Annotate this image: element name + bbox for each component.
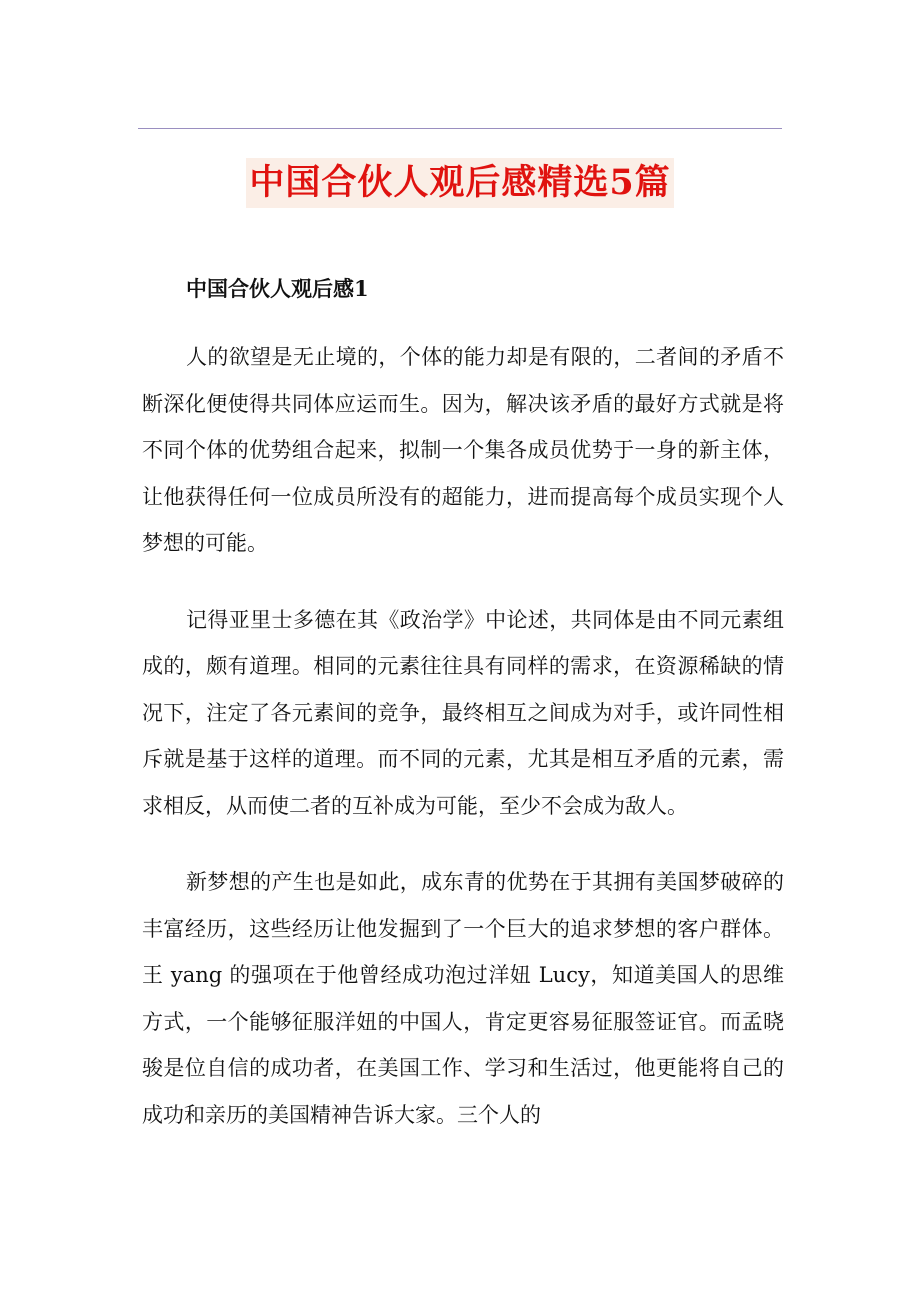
section-heading: 中国合伙人观后感1 [186, 276, 369, 301]
body-paragraph: 记得亚里士多德在其《政治学》中论述，共同体是由不同元素组成的，颇有道理。相同的元素往往具有同样的需求，在资源稀缺的情况下，注定了各元素间的竞争，最终相互之间成为对手，或许同性相斥就是基于这样的道理。而不同的元素，尤其是相互矛盾的元素，需求相反，从而使二者的互补成为可能，至少不会成为敌人。 [142, 607, 784, 818]
body-paragraph: 新梦想的产生也是如此，成东青的优势在于其拥有美国梦破碎的丰富经历，这些经历让他发掘到了一个巨大的追求梦想的客户群体。王 yang 的强项在于他曾经成功泡过洋妞 Lucy，知道美国人的思维方式，一个能够征服洋妞的中国人，肯定更容易征服签证官。而孟晓骏是位自信的成功者，在美国工作、学习和生活过，他更能将自己的成功和亲历的美国精神告诉大家。三个人的 [142, 870, 784, 1127]
body-paragraph: 人的欲望是无止境的，个体的能力却是有限的，二者间的矛盾不断深化便使得共同体应运而生。因为，解决该矛盾的最好方式就是将不同个体的优势组合起来，拟制一个集各成员优势于一身的新主体，让他获得任何一位成员所没有的超能力，进而提高每个成员实现个人梦想的可能。 [142, 345, 784, 555]
document-title [0, 158, 920, 208]
document-title-text: 中国合伙人观后感精选5篇 [246, 158, 673, 208]
header-divider [138, 128, 782, 129]
document-body [142, 266, 784, 1168]
